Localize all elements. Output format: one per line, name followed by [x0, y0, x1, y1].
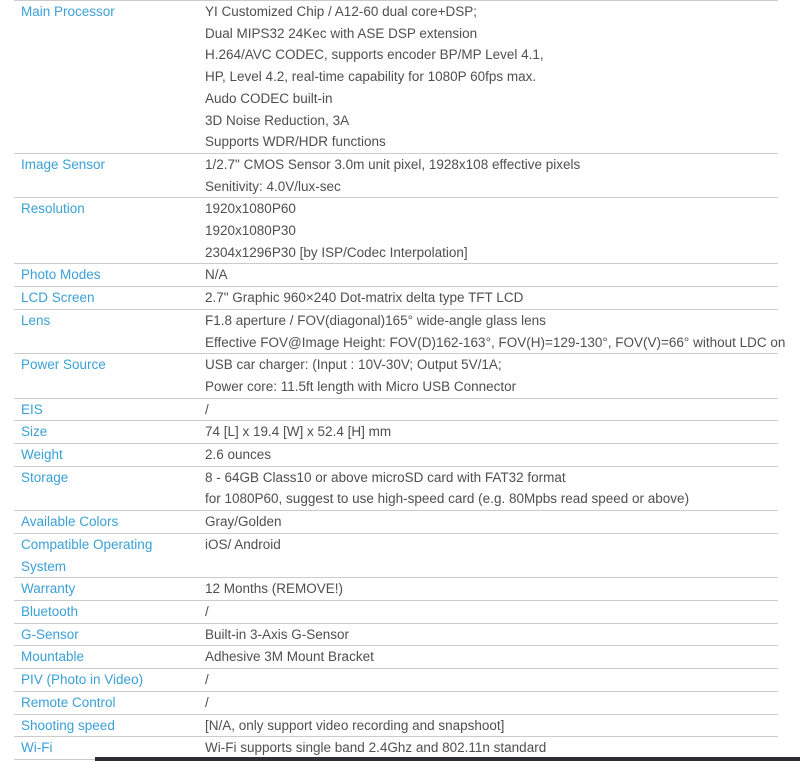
spec-value [205, 624, 778, 646]
spec-value-line: H.264/AVC CODEC, supports encoder BP/MP Level 4.1, [205, 47, 544, 63]
spec-value-line: 2304x1296P30 [by ISP/Codec Interpolation] [205, 244, 468, 260]
spec-value [205, 264, 778, 286]
spec-label: Mountable [21, 649, 85, 665]
table-row [14, 154, 778, 198]
spec-value-line: N/A [205, 267, 228, 283]
spec-value [205, 444, 778, 466]
spec-label: Resolution [21, 201, 85, 217]
table-row [14, 444, 778, 467]
spec-value-line: Wi-Fi supports single band 2.4Ghz and 802.11n standard [205, 740, 547, 756]
spec-value-line: YI Customized Chip / A12-60 dual core+DSP; [205, 4, 478, 19]
spec-value-line: / [205, 694, 209, 710]
spec-value-line: 12 Months (REMOVE!) [205, 581, 344, 597]
spec-value-line: Gray/Golden [205, 514, 282, 530]
spec-value [205, 310, 785, 353]
table-row [14, 578, 778, 601]
spec-label: Weight [21, 447, 63, 463]
spec-value [205, 1, 778, 153]
spec-value-line: for 1080P60, suggest to use high-speed card (e.g. 80Mpbs read speed or above) [205, 491, 690, 507]
spec-value [205, 287, 778, 309]
spec-value [205, 354, 778, 397]
spec-label: Remote Control [21, 694, 116, 710]
spec-label: Power Source [21, 357, 106, 373]
spec-value [205, 646, 778, 668]
spec-value-line: 2.6 ounces [205, 447, 272, 463]
table-row [14, 310, 786, 354]
table-row [14, 287, 778, 310]
spec-value [205, 511, 778, 533]
spec-value [205, 399, 778, 421]
spec-table [14, 0, 786, 760]
spec-value-line: Power core: 11.5ft length with Micro USB Connector [205, 378, 517, 394]
spec-label: Image Sensor [21, 156, 106, 172]
spec-label: Wi-Fi [21, 740, 53, 756]
spec-value-line: 8 - 64GB Class10 or above microSD card with FAT32 format [205, 469, 566, 485]
spec-value-line: 3D Noise Reduction, 3A [205, 112, 350, 128]
spec-value [205, 737, 778, 759]
spec-value-line: 1920x1080P60 [205, 201, 296, 217]
spec-value-line: / [205, 672, 209, 688]
spec-value [205, 578, 778, 600]
spec-value-line: 2.7" Graphic 960×240 Dot-matrix delta type TFT LCD [205, 290, 524, 306]
spec-label: G-Sensor [21, 626, 79, 642]
table-row [14, 264, 778, 287]
table-row [14, 198, 778, 264]
table-row [14, 534, 778, 578]
spec-label: Warranty [21, 581, 76, 597]
spec-label: Shooting speed [21, 717, 115, 733]
table-row [14, 715, 778, 738]
spec-label: EIS [21, 401, 43, 417]
spec-value-line: [N/A, only support video recording and snapshoot] [205, 717, 505, 733]
table-row [14, 669, 778, 692]
spec-value [205, 715, 778, 737]
spec-value-line: Audo CODEC built-in [205, 90, 333, 106]
spec-value-line: F1.8 aperture / FOV(diagonal)165° wide-angle glass lens [205, 312, 546, 328]
spec-value-line: 74 [L] x 19.4 [W] x 52.4 [H] mm [205, 424, 392, 440]
table-row [14, 692, 778, 715]
spec-value [205, 534, 778, 556]
table-row [14, 511, 778, 534]
table-row [14, 624, 778, 647]
spec-value-line: / [205, 603, 209, 619]
spec-value-line: Dual MIPS32 24Kec with ASE DSP extension [205, 25, 478, 41]
spec-value-line: Supports WDR/HDR functions [205, 134, 386, 150]
spec-label: Photo Modes [21, 267, 101, 283]
spec-label: Main Processor [21, 4, 115, 19]
spec-value [205, 421, 778, 443]
spec-label: Storage [21, 469, 69, 485]
spec-value-line: Effective FOV@Image Height: FOV(D)162-163°, FOV(H)=129-130°, FOV(V)=66° without LDC on [205, 334, 786, 350]
table-row [14, 467, 778, 511]
spec-value-line: / [205, 401, 209, 417]
bottom-divider-bar [95, 757, 800, 761]
spec-value-line: 1/2.7" CMOS Sensor 3.0m unit pixel, 1928x108 effective pixels [205, 156, 581, 172]
table-row [14, 1, 778, 154]
spec-label: Available Colors [21, 514, 119, 530]
spec-value-line: USB car charger: (Input : 10V-30V; Output 5V/1A; [205, 357, 502, 373]
table-row [14, 421, 778, 444]
spec-label: PIV (Photo in Video) [21, 672, 144, 688]
spec-value [205, 198, 778, 263]
spec-value [205, 154, 778, 197]
table-row [14, 354, 778, 398]
spec-value-line: Built-in 3-Axis G-Sensor [205, 626, 350, 642]
table-row [14, 646, 778, 669]
spec-label: Size [21, 424, 48, 440]
spec-value-line: 1920x1080P30 [205, 223, 296, 239]
spec-value-line: iOS/ Android [205, 536, 281, 552]
spec-value-line: HP, Level 4.2, real-time capability for 1080P 60fps max. [205, 69, 537, 85]
spec-label: Bluetooth [21, 603, 79, 619]
spec-label: Compatible Operating System [21, 536, 153, 574]
spec-value [205, 692, 778, 714]
spec-label: Lens [21, 312, 51, 328]
table-row [14, 601, 778, 624]
spec-value-line: Senitivity: 4.0V/lux-sec [205, 178, 341, 194]
spec-value-line: Adhesive 3M Mount Bracket [205, 649, 374, 665]
spec-value [205, 467, 778, 510]
spec-value [205, 669, 778, 691]
table-row [14, 399, 778, 422]
spec-value [205, 601, 778, 623]
spec-label: LCD Screen [21, 290, 95, 306]
